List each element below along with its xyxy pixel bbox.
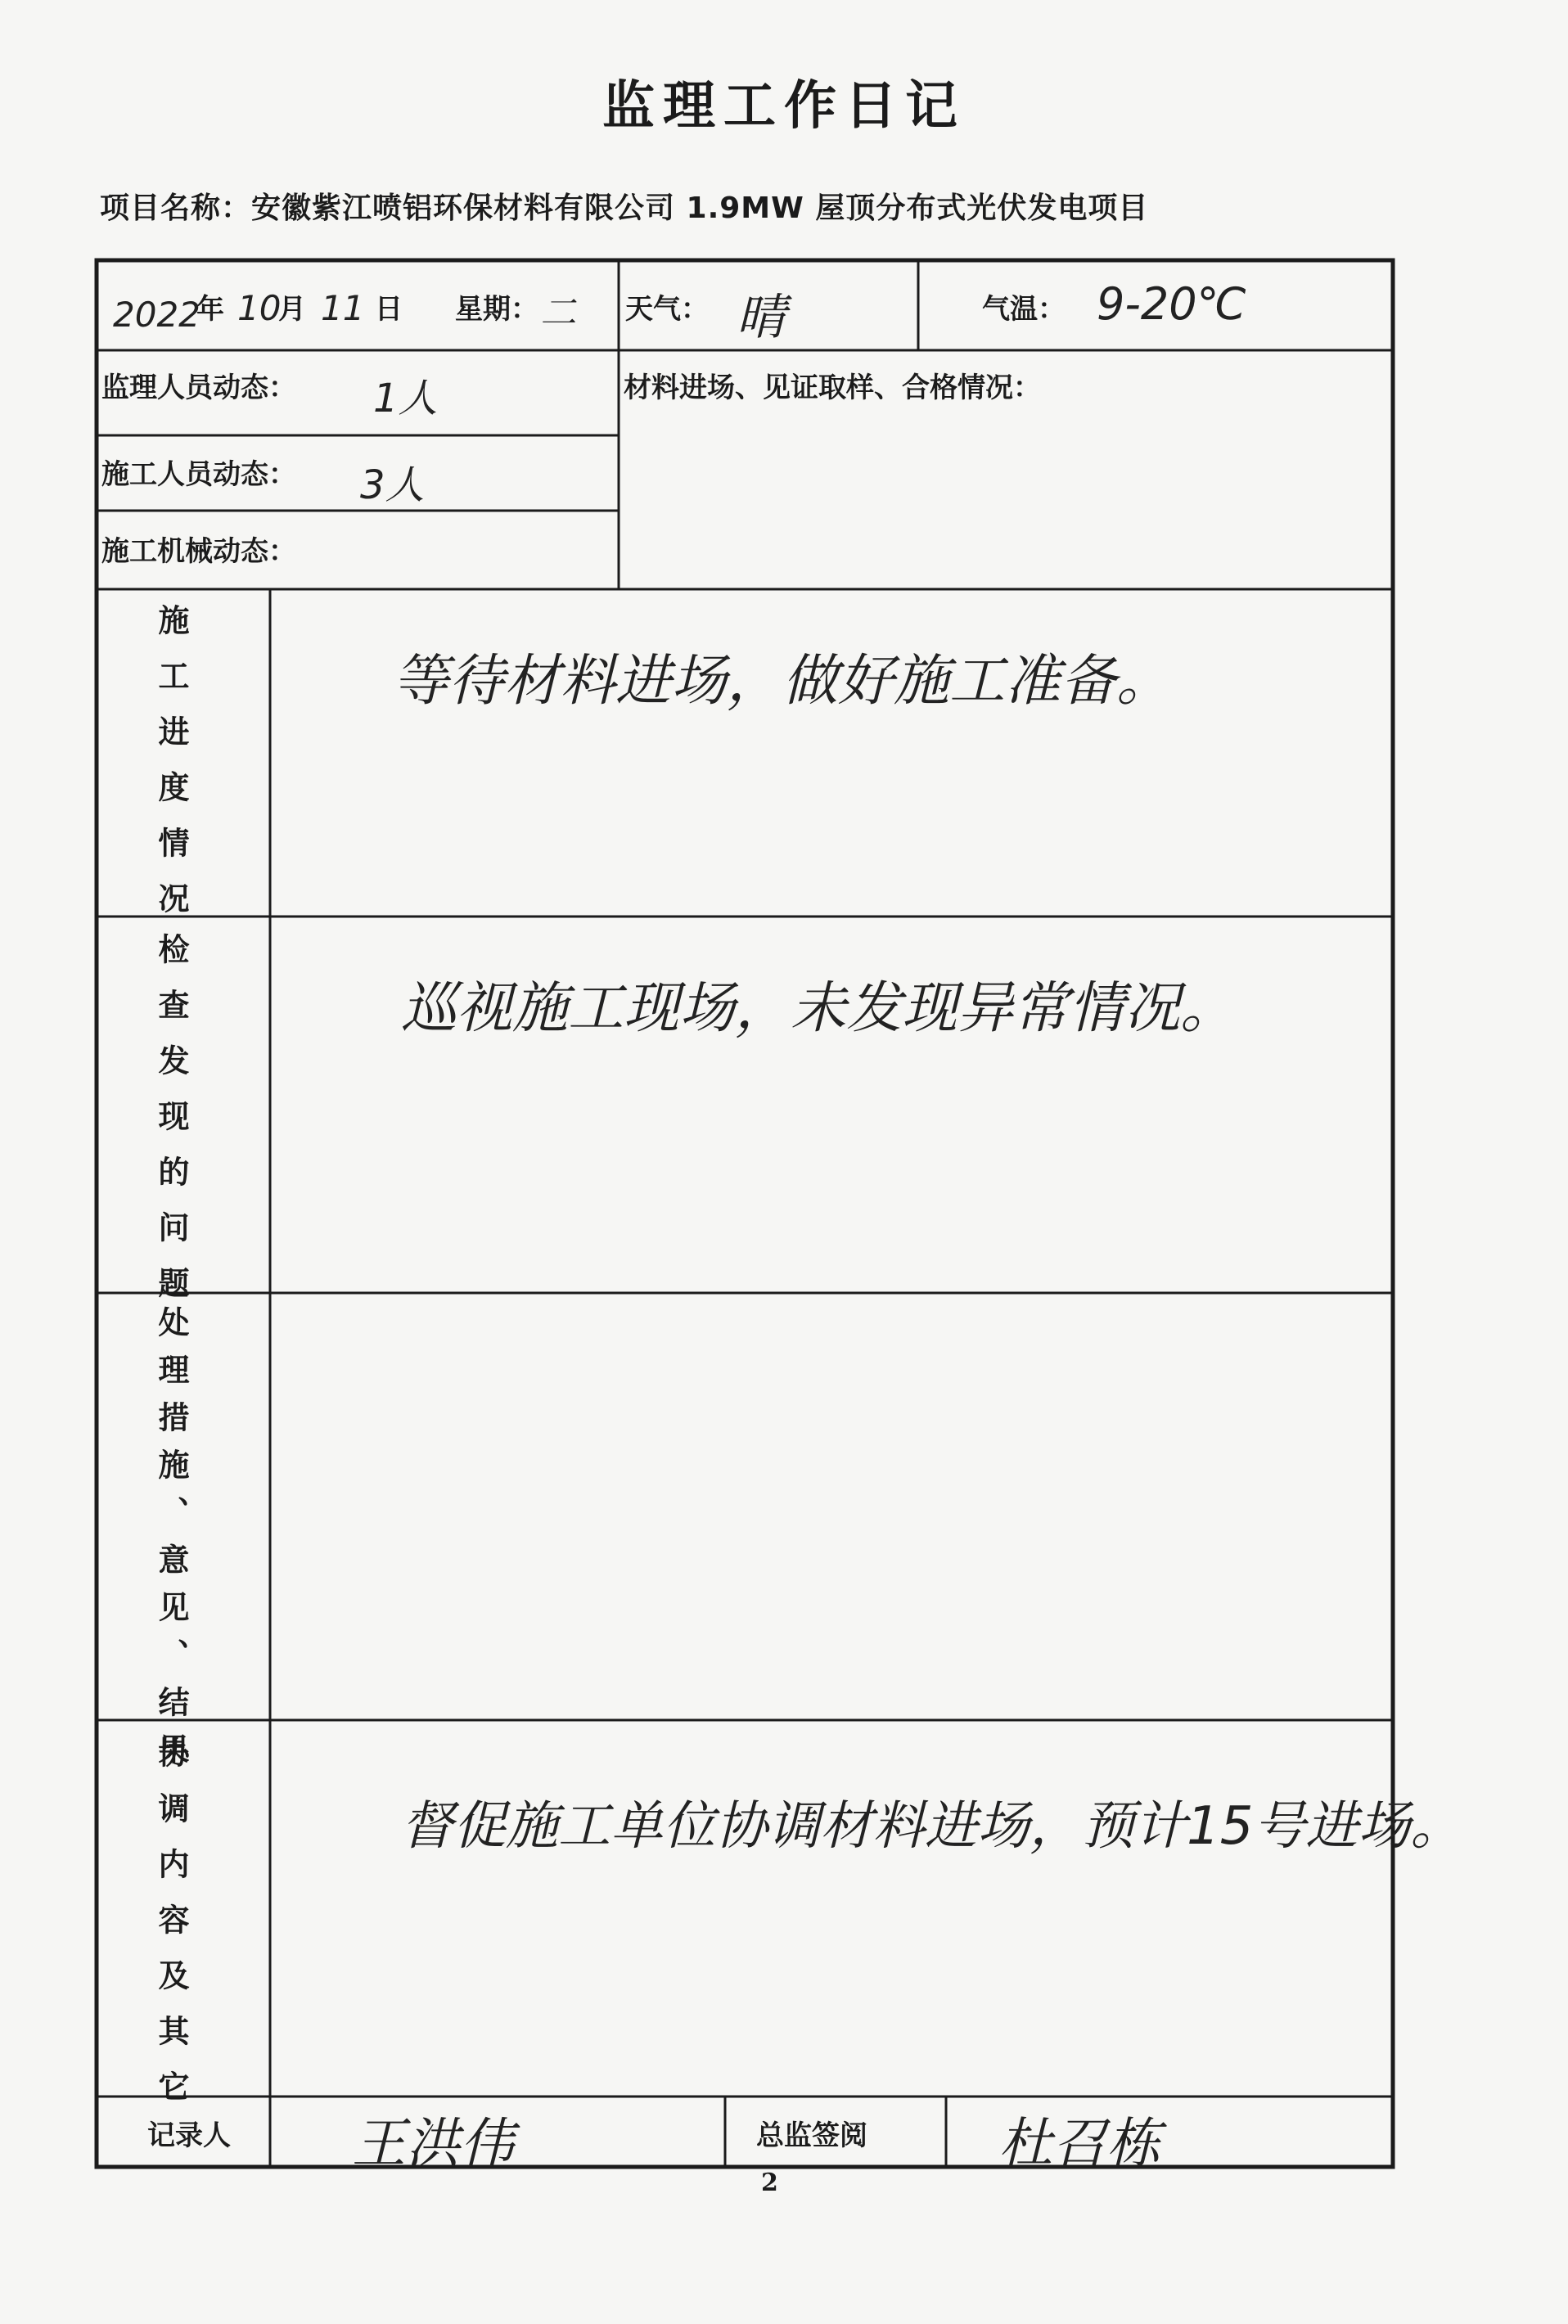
- date-year: 2022: [113, 295, 201, 335]
- issues-content: 巡视施工现场，未发现异常情况。: [401, 976, 1237, 1041]
- supervisor-staff-value: 1人: [373, 376, 438, 421]
- machinery-label: 施工机械动态：: [101, 535, 296, 568]
- weekday-label: 星期：: [455, 293, 538, 326]
- recorder-signature: 王洪伟: [352, 2112, 514, 2175]
- worker-staff-value: 3人: [360, 462, 425, 508]
- issues-section-label: 检查发现的问题: [153, 933, 190, 1322]
- month-label: 月: [278, 293, 306, 326]
- measures-section-label: 处理措施、意见、结果: [153, 1306, 190, 1781]
- material-label: 材料进场、见证取样、合格情况：: [624, 372, 1041, 404]
- chief-signature: 杜召栋: [998, 2112, 1160, 2175]
- page-title: 监理工作日记: [602, 75, 966, 137]
- weekday-value: 二: [540, 292, 576, 334]
- worker-staff-label: 施工人员动态：: [101, 458, 296, 491]
- year-label: 年: [196, 293, 224, 326]
- page-number: 2: [761, 2169, 778, 2197]
- project-name: 项目名称：安徽紫江喷铝环保材料有限公司 1.9MW 屋顶分布式光伏发电项目: [100, 191, 1149, 225]
- day-label: 日: [375, 293, 403, 326]
- chief-review-label: 总监签阅: [756, 2119, 867, 2152]
- temperature-value: 9-20℃: [1097, 278, 1247, 330]
- coordination-content: 督促施工单位协调材料进场，预计15号进场。: [401, 1796, 1463, 1857]
- temperature-label: 气温：: [982, 293, 1066, 326]
- weather-value: 晴: [737, 289, 786, 346]
- date-day: 11: [321, 288, 365, 328]
- recorder-label: 记录人: [147, 2119, 231, 2152]
- date-month: 10: [237, 288, 282, 328]
- weather-label: 天气：: [625, 293, 709, 326]
- supervisor-staff-label: 监理人员动态：: [101, 372, 296, 404]
- progress-section-label: 施工进度情况: [153, 604, 190, 938]
- coordination-section-label: 协调内容及其它: [153, 1736, 190, 2126]
- progress-content: 等待材料进场，做好施工准备。: [393, 649, 1173, 714]
